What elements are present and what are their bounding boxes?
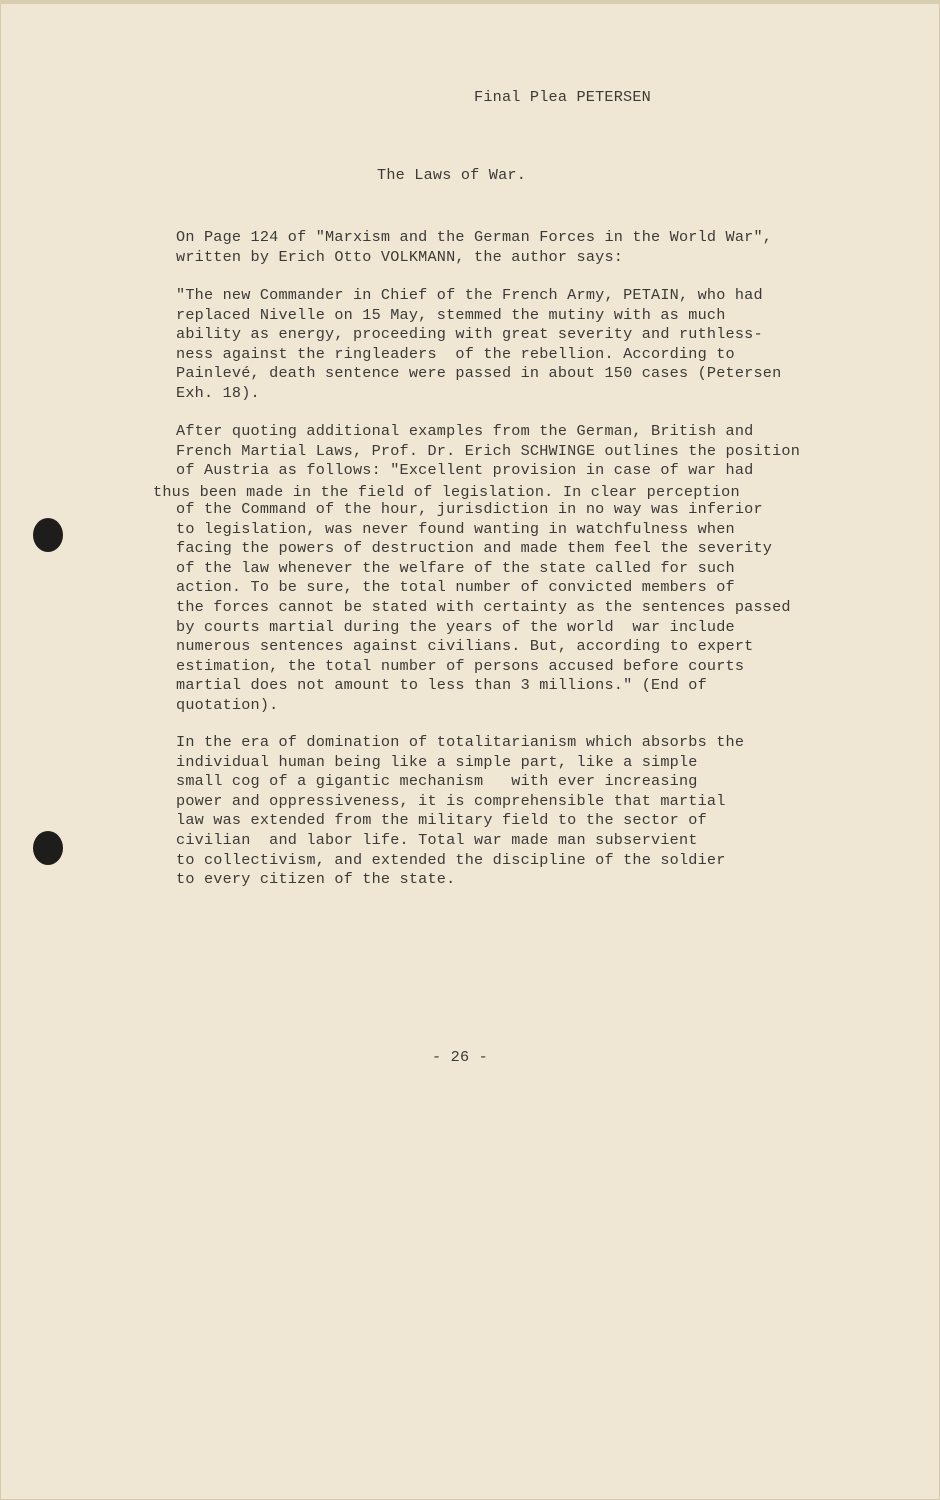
paragraph-3-line: After quoting additional examples from the German, British and: [176, 422, 754, 440]
paragraph-2-line: replaced Nivelle on 15 May, stemmed the mutiny with as much: [176, 306, 726, 324]
paragraph-3-line: French Martial Laws, Prof. Dr. Erich SCHWINGE outlines the position: [176, 442, 801, 460]
paragraph-6-line: to every citizen of the state.: [176, 870, 456, 888]
paragraph-5-line: to legislation, was never found wanting in watchfulness when: [176, 520, 735, 538]
punch-hole-lower: [33, 831, 63, 865]
paragraph-5-line: action. To be sure, the total number of convicted members of: [176, 578, 735, 596]
paragraph-2-line: Painlevé, death sentence were passed in about 150 cases (Petersen: [176, 364, 782, 382]
paragraph-4-line: thus been made in the field of legislation. In clear perception: [153, 483, 740, 501]
paragraph-6-line: law was extended from the military field to the sector of: [176, 811, 707, 829]
paragraph-6-line: small cog of a gigantic mechanism with ever increasing: [176, 772, 698, 790]
paragraph-2-line: "The new Commander in Chief of the French Army, PETAIN, who had: [176, 286, 763, 304]
paragraph-2-line: ability as energy, proceeding with great severity and ruthless-: [176, 325, 763, 343]
paragraph-6-line: power and oppressiveness, it is comprehensible that martial: [176, 792, 726, 810]
paragraph-3-line: of Austria as follows: "Excellent provision in case of war had: [176, 461, 754, 479]
punch-hole-upper: [33, 518, 63, 552]
paragraph-5-line: martial does not amount to less than 3 millions." (End of: [176, 676, 707, 694]
paragraph-6-line: to collectivism, and extended the discipline of the soldier: [176, 851, 726, 869]
paragraph-6-line: In the era of domination of totalitarianism which absorbs the: [176, 733, 745, 751]
paragraph-2-line: Exh. 18).: [176, 384, 260, 402]
paragraph-1-line: On Page 124 of "Marxism and the German Forces in the World War",: [176, 228, 773, 246]
paragraph-5-line: quotation).: [176, 696, 279, 714]
paragraph-6-line: civilian and labor life. Total war made man subservient: [176, 831, 698, 849]
paragraph-5-line: of the Command of the hour, jurisdiction in no way was inferior: [176, 500, 763, 518]
paragraph-5-line: estimation, the total number of persons accused before courts: [176, 657, 745, 675]
paragraph-5-line: facing the powers of destruction and made them feel the severity: [176, 539, 773, 557]
document-title: The Laws of War.: [377, 166, 527, 184]
paragraph-2-line: ness against the ringleaders of the rebellion. According to: [176, 345, 735, 363]
paragraph-5-line: by courts martial during the years of the world war include: [176, 618, 735, 636]
page-top-edge: [0, 0, 940, 4]
paragraph-5-line: numerous sentences against civilians. But, according to expert: [176, 637, 754, 655]
paragraph-5-line: of the law whenever the welfare of the state called for such: [176, 559, 735, 577]
paragraph-1-line: written by Erich Otto VOLKMANN, the author says:: [176, 248, 624, 266]
page-header: Final Plea PETERSEN: [474, 88, 651, 106]
paragraph-5-line: the forces cannot be stated with certainty as the sentences passed: [176, 598, 791, 616]
paragraph-6-line: individual human being like a simple part, like a simple: [176, 753, 698, 771]
page-number: - 26 -: [432, 1048, 488, 1066]
